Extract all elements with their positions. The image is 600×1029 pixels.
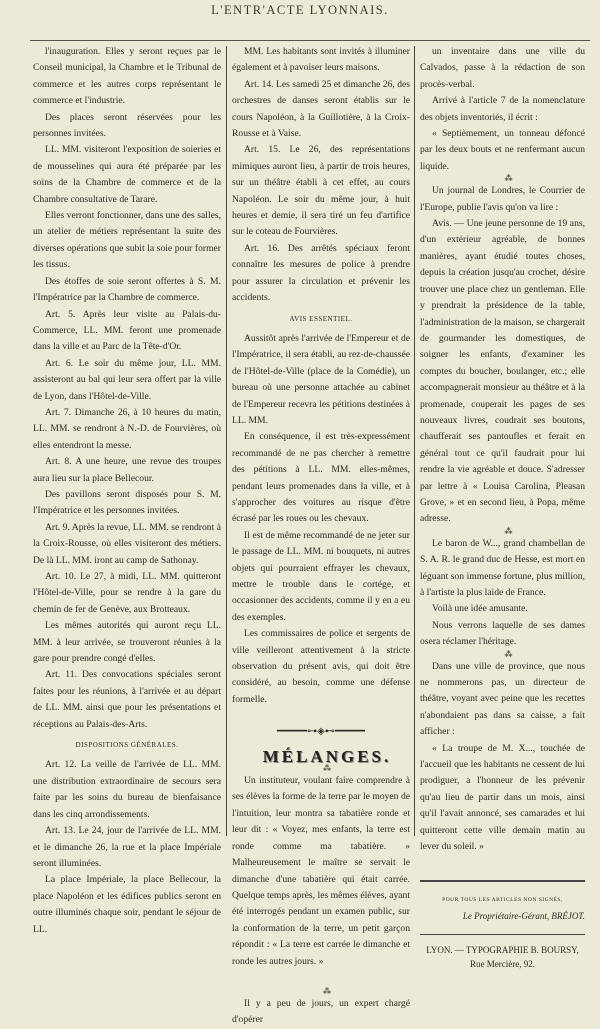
col2d-paragraphs	[232, 996, 410, 1029]
paragraph: Des étoffes de soie seront offertes à S. M. l'Impératrice par la Chambre de commerce.	[33, 275, 221, 304]
paragraph: Des pavillons seront disposés pour S. M. l'Impératrice et les personnes invitées.	[33, 488, 221, 517]
paragraph: Arrivé à l'article 7 de la nomenclature des objets inventoriés, il écrit :	[420, 95, 585, 123]
paragraph: Art. 12. La veille de l'arrivée de LL. MM. une distribution extraordinaire de secours sera faite par les soins du bureau de bienfaisance dans les cinq arrondissements.	[33, 759, 221, 820]
column-3	[420, 44, 585, 971]
paragraph: Art. 14. Les samedi 25 et dimanche 26, des orchestres de danses seront établis sur le cours Napoléon, à la Guillotière, à la Croix-Rousse et à Vaise.	[232, 78, 410, 140]
paragraph: « La troupe de M. X..., touchée de l'accueil que les habitants ne cessent de lui prodiguer, a l'honneur de les prévenir qu'au lieu de partir dans un mois, ainsi qu'il l'avait annoncé, ses camarades et lui quitteront cette ville demain matin au lever du soleil. »	[420, 742, 585, 853]
col1b-paragraphs	[33, 757, 221, 937]
separator-asterism: ⁂	[504, 174, 513, 184]
col3d-paragraphs	[420, 659, 585, 856]
paragraph: MM. Les habitants sont invités à illuminer également et à pavoiser leurs maisons.	[232, 46, 410, 74]
printer-address: Rue Mercière, 92.	[470, 959, 535, 970]
paragraph: Nous verrons laquelle de ses dames osera réclamer l'héritage.	[420, 619, 585, 648]
separator-asterism: ⁂	[323, 764, 331, 774]
column-divider	[414, 46, 415, 836]
paragraph: Art. 9. Après la revue, LL. MM. se rendront à la Croix-Rousse, où elles visiteront des métiers. De là LL. MM. iront au camp de Sathonay.	[33, 521, 221, 566]
footer-rule	[420, 934, 585, 935]
col2-paragraphs	[232, 44, 410, 307]
paragraph: Des places seront réservées pour les personnes invitées.	[33, 111, 221, 140]
section-heading: DISPOSITIONS GÉNÉRALES.	[75, 741, 179, 750]
paragraph: La place Impériale, la place Bellecour, la place Napoléon et les édifices publics seront en outre illuminés chaque soir, pendant le séjour de LL.	[33, 874, 221, 935]
paragraph: Un instituteur, voulant faire comprendre à ses élèves la forme de la terre par le moyen de l'intuition, leur montra sa tabatière ronde et leur dit : « Voyez, mes enfants, la terre est ronde comme ma tabatière. » Malheureusement le maître se servait le dimanche d'une tabatière qui était carrée. Quelque temps après, les mêmes élèves, ayant été interrogés pendant un examen public, sur la conformation de la terre, un petit garçon répondit : « La terre est carrée le dimanche et ronde les autres jours. »	[232, 775, 410, 967]
column-divider	[226, 46, 227, 836]
paragraph: Avis. — Une jeune personne de 19 ans, d'un extérieur agréable, de bonnes manières, ayant étudié toutes choses, depuis la création jusqu'au crochet, désire trouver une place chez un gentleman. Elle y prendrait la présidence de la table, l'administration de la maison, se chargerait de gourmander les domestiques, de soigner les enfants, d'examiner les comptes du boucher, boulanger, etc.; elle accompagnerait monsieur au théâtre et à la promenade, couperait les pages de ses nouveaux livres, coudrait ses boutons, chaufferait ses pantoufles et ferait en général tout ce qu'il faudrait pour lui rendre la vie agréable et douce. S'adresser par lettre à « Louisa Carolina, Pleasan Grove, » et en second lieu, à Popa, même adresse.	[420, 218, 585, 525]
col3b-paragraphs	[420, 183, 585, 528]
section-heading: AVIS ESSENTIEL.	[289, 314, 353, 323]
paragraph: LL. MM. visiteront l'exposition de soieries et de mousselines qui aura été préparée par les soins de la Chambre de commerce et de la Chambre consultative de Tarare.	[33, 144, 221, 205]
paragraph: Art. 5. Après leur visite au Palais-du-Commerce, LL. MM. feront une promenade dans la ville et au Parc de la Tête-d'Or.	[33, 308, 221, 353]
footer-note: POUR TOUS LES ARTICLES NON SIGNÉS,	[442, 896, 563, 903]
paragraph: Il y a peu de jours, un expert chargé d'opérer	[232, 997, 410, 1026]
paragraph: Art. 11. Des convocations spéciales seront faites pour les réunions, à l'arrivée et au départ de LL. MM. ainsi que pour les présentations et réceptions au Palais-des-Arts.	[33, 669, 221, 730]
ornament-divider: ━━━━━⊶◈⊷━━━━━	[277, 726, 365, 738]
col2c-paragraphs	[232, 773, 410, 970]
paragraph: Voilà une idée amusante.	[432, 603, 528, 615]
paragraph: Art. 16. Des arrêtés spéciaux feront connaître les mesures de police à prendre pour assurer la circulation et prévenir les accidents.	[232, 242, 410, 304]
melanges-heading: MÉLANGES.	[262, 746, 392, 766]
paragraph: Art. 7. Dimanche 26, à 10 heures du matin, LL. MM. se rendront à N.-D. de Fourvières, où elles entendront la messe.	[33, 406, 221, 451]
paragraph: un inventaire dans une ville du Calvados, passe à la rédaction de son procès-verbal.	[420, 46, 585, 90]
paragraph: Art. 6. Le soir du même jour, LL. MM. assisteront au bal qui leur sera offert par la ville de Lyon, dans l'Hôtel-de-Ville.	[33, 357, 221, 402]
paragraph: Les commissaires de police et sergents de ville veilleront attentivement à la stricte observation du présent avis, qui doit être considéré, au besoin, comme une défense formelle.	[232, 628, 410, 705]
paragraph: Le baron de W..., grand chambellan de S. A. R. le grand duc de Hesse, est mort en léguant son immense fortune, plus million, à l'artiste la plus laide de France.	[420, 537, 585, 598]
separator-asterism: ⁂	[504, 526, 513, 536]
signature: Le Propriétaire-Gérant, BRÉJOT.	[462, 910, 585, 921]
paragraph: l'inauguration. Elles y seront reçues par le Conseil municipal, la Chambre et le Tribunal de commerce et les autres corps représentant le commerce et l'industrie.	[33, 46, 221, 107]
column-1	[33, 44, 221, 938]
col2b-paragraphs	[232, 331, 410, 708]
printer: LYON. — TYPOGRAPHIE B. BOURSY,	[426, 945, 579, 956]
paragraph: « Septièmement, un tonneau défoncé par les deux bouts et ne renfermant aucun liquide.	[420, 128, 585, 172]
newspaper-title: L'ENTR'ACTE LYONNAIS.	[211, 3, 389, 17]
paragraph: Art. 13. Le 24, jour de l'arrivée de LL. MM. et le dimanche 26, la rue et la place Impériale seront illuminées.	[33, 825, 221, 869]
paragraph: Un journal de Londres, le Courrier de l'Europe, publie l'avis qu'on va lire :	[420, 185, 585, 213]
paragraph: Les mêmes autorités qui auront reçu LL. MM. à leur arrivée, se trouveront réunies à la gare pour prendre congé d'elles.	[33, 620, 221, 665]
footer-rule	[420, 880, 585, 882]
paragraph: Dans une ville de province, que nous ne nommerons pas, un directeur de théâtre, voyant avec peine que les recettes n'abondaient pas dans sa caisse, a fait afficher :	[420, 660, 585, 738]
column-2	[232, 44, 410, 1029]
col3c-paragraphs	[420, 536, 585, 651]
paragraph: Elles verront fonctionner, dans une des salles, un atelier de métiers représentant la suite des diverses opérations que subit la soie pour former les tissus.	[33, 210, 221, 271]
paragraph: Art. 10. Le 27, à midi, LL. MM. quitteront l'Hôtel-de-Ville, pour se rendre à la gare du chemin de fer de Genève, aux Brotteaux.	[33, 571, 221, 615]
col3a-paragraphs	[420, 44, 585, 175]
paragraph: Aussitôt après l'arrivée de l'Empereur et de l'Impératrice, il sera établi, au rez-de-chaussée de l'Hôtel-de-Ville (place de la Comédie), un bureau où une personne attachée au cabinet de l'Empereur recevra les pétitions destinées à LL. MM.	[232, 332, 410, 426]
separator-asterism: ⁂	[504, 649, 513, 659]
paragraph: Art. 8. A une heure, une revue des troupes aura lieu sur la place Bellecour.	[33, 456, 221, 484]
col1-paragraphs	[33, 44, 221, 733]
paragraph: En conséquence, il est très-expressément recommandé de ne pas chercher à remettre des pétitions à LL. MM. elles-mêmes, pendant leurs promenades dans la ville, et à s'approcher des voitures au risque d'être écrasé par les roues ou les chevaux.	[232, 431, 410, 525]
header-rule	[30, 40, 590, 41]
paragraph: Il est de même recommandé de ne jeter sur le passage de LL. MM. ni bouquets, ni autres objets qui pourraient effrayer les chevaux, mettre le trouble dans le cortége, et occasionner des accidents, comme il y en a eu des exemples.	[232, 529, 410, 623]
separator-asterism: ⁂	[323, 986, 331, 996]
paragraph: Art. 15. Le 26, des représentations mimiques auront lieu, à partir de trois heures, sur un théâtre établi à cet effet, au cours Napoléon. Le soir du même jour, à huit heures et demie, il sera tiré un feu d'artifice sur le coteau de Fourvières.	[232, 144, 410, 238]
